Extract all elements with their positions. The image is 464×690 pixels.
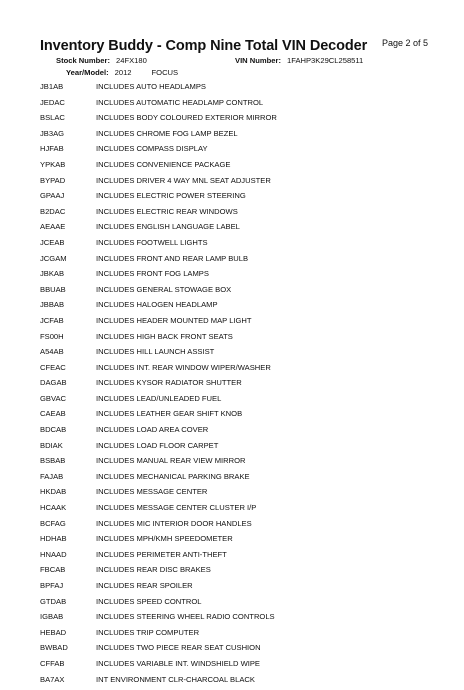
option-row [40, 659, 440, 675]
option-description: INCLUDES LEATHER GEAR SHIFT KNOB [96, 409, 243, 419]
option-description: INCLUDES DRIVER 4 WAY MNL SEAT ADJUSTER [96, 175, 271, 185]
stock-number-label: Stock Number: [56, 56, 111, 65]
page-number: Page 2 of 5 [382, 38, 429, 48]
option-code: BWBAD [40, 643, 68, 653]
option-code: HNAAD [40, 549, 67, 559]
option-description: INCLUDES MIC INTERIOR DOOR HANDLES [96, 518, 252, 528]
option-code: IGBAB [40, 612, 64, 622]
stock-number [56, 56, 147, 65]
option-row [40, 254, 440, 270]
option-row [40, 612, 440, 628]
option-code: BSBAB [40, 456, 66, 466]
year-model [66, 68, 178, 77]
option-description: INCLUDES BODY COLOURED EXTERIOR MIRROR [96, 113, 277, 123]
option-code: FBCAB [40, 565, 66, 575]
document-title: Inventory Buddy - Comp Nine Total VIN Decoder [40, 38, 368, 54]
option-row [40, 534, 440, 550]
option-description: INCLUDES CHROME FOG LAMP BEZEL [96, 128, 238, 138]
option-description: INCLUDES REAR SPOILER [96, 581, 193, 590]
option-code: FS00H [40, 331, 64, 341]
option-code: BSLAC [40, 113, 65, 123]
option-description: INT ENVIRONMENT CLR-CHARCOAL BLACK [96, 674, 255, 684]
option-row [40, 643, 440, 659]
option-description: INCLUDES HIGH BACK FRONT SEATS [96, 331, 233, 341]
option-code: DAGAB [40, 378, 67, 388]
option-description: INCLUDES KYSOR RADIATOR SHUTTER [96, 378, 242, 388]
option-row [40, 565, 440, 581]
option-row [40, 269, 440, 285]
option-row [40, 222, 440, 238]
option-row [40, 300, 440, 316]
option-description: INCLUDES MECHANICAL PARKING BRAKE [96, 471, 250, 481]
option-row [40, 363, 440, 379]
option-code: JB3AG [40, 128, 65, 138]
option-description: INCLUDES STEERING WHEEL RADIO CONTROLS [96, 612, 275, 622]
option-description: INCLUDES MESSAGE CENTER CLUSTER I/P [96, 503, 257, 513]
option-description: INCLUDES LOAD AREA COVER [96, 425, 209, 435]
option-code: HKDAB [40, 487, 67, 497]
option-description: INCLUDES LOAD FLOOR CARPET [96, 440, 219, 450]
option-description: INCLUDES MANUAL REAR VIEW MIRROR [96, 456, 246, 466]
option-code: JCEAB [40, 237, 65, 247]
option-code: HCAAK [40, 503, 67, 513]
option-code: BYPAD [40, 175, 66, 185]
option-row [40, 347, 440, 363]
option-row [40, 144, 440, 160]
option-code: BDIAK [40, 440, 63, 450]
option-row [40, 581, 440, 597]
option-code: A54AB [40, 347, 64, 357]
option-description: INCLUDES FOOTWELL LIGHTS [96, 237, 208, 247]
option-description: INCLUDES MPH/KMH SPEEDOMETER [96, 534, 233, 544]
option-row [40, 316, 440, 332]
option-row [40, 129, 440, 145]
option-row [40, 285, 440, 301]
option-description: INCLUDES COMPASS DISPLAY [96, 144, 208, 154]
option-description: INCLUDES VARIABLE INT. WINDSHIELD WIPE [96, 658, 260, 668]
option-code: BCFAG [40, 518, 66, 528]
option-code: CFFAB [40, 658, 65, 668]
option-code: YPKAB [40, 159, 66, 169]
option-code: BBUAB [40, 284, 66, 294]
option-code: BDCAB [40, 425, 67, 435]
option-row [40, 597, 440, 613]
model-value: FOCUS [151, 68, 179, 77]
option-row [40, 98, 440, 114]
vin-number [235, 56, 363, 65]
option-description: INCLUDES HILL LAUNCH ASSIST [96, 347, 215, 357]
option-code: GTDAB [40, 596, 67, 606]
option-row [40, 472, 440, 488]
option-row [40, 378, 440, 394]
vin-number-label: VIN Number: [235, 56, 281, 65]
option-code: B2DAC [40, 206, 66, 216]
option-row [40, 113, 440, 129]
option-description: INCLUDES LEAD/UNLEADED FUEL [96, 393, 222, 403]
option-row [40, 176, 440, 192]
option-description: INCLUDES CONVENIENCE PACKAGE [96, 159, 231, 169]
option-row [40, 238, 440, 254]
option-row [40, 456, 440, 472]
option-code: CAEAB [40, 409, 66, 419]
option-description: INCLUDES TWO PIECE REAR SEAT CUSHION [96, 643, 261, 653]
option-description: INCLUDES TRIP COMPUTER [96, 627, 200, 637]
option-description: INCLUDES MESSAGE CENTER [96, 487, 208, 497]
option-code: CFEAC [40, 362, 66, 372]
option-code: FAJAB [40, 471, 64, 481]
option-row [40, 550, 440, 566]
option-code: AEAAE [40, 222, 66, 232]
option-row [40, 425, 440, 441]
option-row [40, 332, 440, 348]
option-code: GPAAJ [40, 191, 65, 201]
option-description: INCLUDES INT. REAR WINDOW WIPER/WASHER [96, 362, 271, 372]
option-description: INCLUDES HEADER MOUNTED MAP LIGHT [96, 315, 252, 325]
option-description: INCLUDES PERIMETER ANTI-THEFT [96, 549, 227, 559]
option-row [40, 628, 440, 644]
option-description: INCLUDES ELECTRIC REAR WINDOWS [96, 206, 238, 216]
year-model-label: Year/Model: [66, 68, 109, 77]
option-row [40, 409, 440, 425]
option-description: INCLUDES FRONT AND REAR LAMP BULB [96, 253, 249, 263]
option-description: INCLUDES HALOGEN HEADLAMP [96, 300, 218, 310]
option-row [40, 160, 440, 176]
vin-number-value: 1FAHP3K29CL258511 [287, 56, 364, 65]
option-row [40, 394, 440, 410]
option-row [40, 503, 440, 519]
option-row [40, 519, 440, 535]
option-description: INCLUDES FRONT FOG LAMPS [96, 269, 209, 279]
option-code: JCFAB [40, 315, 64, 325]
option-description: INCLUDES REAR DISC BRAKES [96, 565, 211, 575]
option-row [40, 441, 440, 457]
option-description: INCLUDES AUTO HEADLAMPS [96, 82, 206, 91]
option-code: HEBAD [40, 627, 67, 637]
option-description: INCLUDES GENERAL STOWAGE BOX [96, 284, 232, 294]
option-code: JBBAB [40, 300, 65, 310]
option-description: INCLUDES ELECTRIC POWER STEERING [96, 191, 246, 201]
option-row [40, 191, 440, 207]
stock-number-value: 24FX180 [116, 56, 147, 65]
option-row [40, 487, 440, 503]
option-description: INCLUDES ENGLISH LANGUAGE LABEL [96, 222, 240, 232]
option-description: INCLUDES AUTOMATIC HEADLAMP CONTROL [96, 97, 264, 107]
option-code: JBKAB [40, 269, 65, 279]
option-code: HJFAB [40, 144, 64, 154]
option-code: HDHAB [40, 534, 67, 544]
year-value: 2012 [114, 68, 132, 77]
option-code-list [40, 82, 440, 690]
option-row [40, 207, 440, 223]
option-code: JEDAC [40, 97, 65, 107]
option-row [40, 82, 440, 98]
option-code: JCGAM [40, 253, 67, 263]
option-description: INCLUDES SPEED CONTROL [96, 596, 202, 606]
option-code: BPFAJ [40, 581, 64, 590]
option-row [40, 675, 440, 690]
option-code: GBVAC [40, 393, 67, 403]
option-code: JB1AB [40, 82, 64, 91]
option-code: BA7AX [40, 674, 65, 684]
